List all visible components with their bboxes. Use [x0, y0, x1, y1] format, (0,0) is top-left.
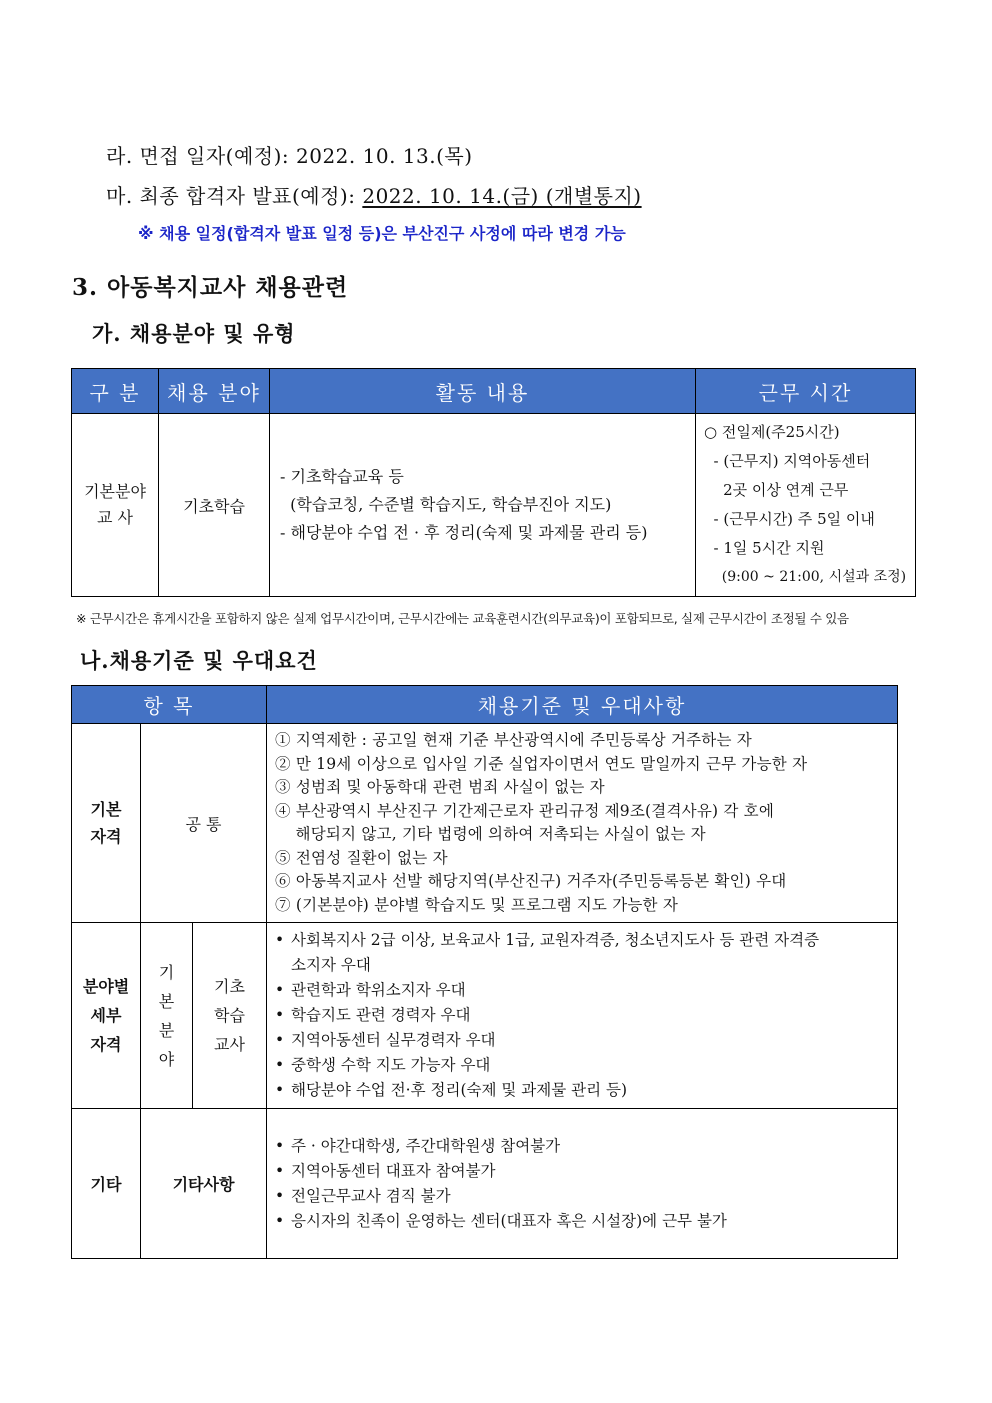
basic-label-cell — [72, 724, 141, 923]
header-item: 항 목 — [72, 686, 267, 724]
other-criteria-cell — [267, 1109, 898, 1259]
subsection-b-title: 나.채용기준 및 우대요건 — [80, 648, 318, 673]
criteria-item: 해당되지 않고, 기타 법령에 의하여 저촉되는 사실이 없는 자 — [275, 825, 706, 843]
basic-label-line: 기본 — [90, 800, 122, 819]
other-criteria-list — [275, 1134, 889, 1234]
common-cell: 공 통 — [141, 724, 267, 923]
teacher-type-line: 학습 — [214, 1006, 245, 1025]
field-label-cell — [72, 923, 141, 1109]
field-criteria-item: • 해당분야 수업 전·후 정리(숙제 및 과제물 관리 등) — [275, 1078, 889, 1103]
division-line: 기본분야 — [84, 482, 146, 501]
hours-line: ○ 전일제(주25시간) — [704, 423, 840, 441]
basic-criteria-list — [275, 729, 889, 917]
other-criteria-item: • 주 · 야간대학생, 주간대학원생 참여불가 — [275, 1134, 889, 1159]
teacher-type-line: 교사 — [214, 1035, 245, 1054]
field-criteria-cell — [267, 923, 898, 1109]
field-criteria-item: • 관련학과 학위소지자 우대 — [275, 978, 889, 1003]
basic-field-char: 본 — [158, 991, 175, 1011]
activities-cell — [270, 414, 696, 597]
hours-line: - 1일 5시간 지원 — [704, 539, 825, 557]
subsection-a-title: 가. 채용분야 및 유형 — [92, 321, 296, 346]
field-label-line: 자격 — [90, 1035, 122, 1054]
final-announcement-date: 2022. 10. 14.(금) (개별통지) — [362, 184, 642, 208]
basic-label-line: 자격 — [90, 827, 122, 846]
division-line: 교 사 — [97, 508, 133, 527]
schedule-change-notice: ※ 채용 일정(합격자 발표 일정 등)은 부산진구 사정에 따라 변경 가능 — [138, 224, 626, 243]
other-sub-cell: 기타사항 — [141, 1109, 267, 1259]
criteria-item: ③ 성범죄 및 아동학대 관련 범죄 사실이 없는 자 — [275, 778, 605, 796]
hours-line: (9:00 ~ 21:00, 시설과 조정) — [704, 569, 907, 585]
other-criteria-item: • 응시자의 친족이 운영하는 센터(대표자 혹은 시설장)에 근무 불가 — [275, 1209, 889, 1234]
working-hours-footnote: ※ 근무시간은 휴게시간을 포함하지 않은 실제 업무시간이며, 근무시간에는 교육훈련시간(의무교육)이 포함되므로, 실제 근무시간이 조정될 수 있음 — [76, 611, 849, 626]
field-criteria-list — [275, 928, 889, 1103]
basic-field-char: 분 — [158, 1020, 175, 1040]
teacher-type-line: 기초 — [214, 977, 245, 996]
criteria-item: ④ 부산광역시 부산진구 기간제근로자 관리규정 제9조(결격사유) 각 호에 — [275, 801, 775, 820]
other-criteria-item: • 지역아동센터 대표자 참여불가 — [275, 1159, 889, 1184]
hours-line: - (근무시간) 주 5일 이내 — [704, 510, 875, 528]
field-criteria-item: 소지자 우대 — [291, 956, 371, 974]
basic-field-char: 야 — [158, 1049, 175, 1069]
other-label-cell: 기타 — [72, 1109, 141, 1259]
field-criteria-item: • 지역아동센터 실무경력자 우대 — [275, 1028, 889, 1053]
field-label-line: 분야별 — [82, 977, 130, 996]
header-division: 구 분 — [72, 369, 159, 414]
basic-field-char: 기 — [158, 962, 175, 982]
field-label-line: 세부 — [90, 1006, 122, 1025]
basic-criteria-cell — [267, 724, 898, 923]
header-activities: 활동 내용 — [270, 369, 696, 414]
criteria-item: ① 지역제한 : 공고일 현재 기준 부산광역시에 주민등록상 거주하는 자 — [275, 731, 752, 749]
criteria-item: ② 만 19세 이상으로 입사일 기준 실업자이면서 연도 말일까지 근무 가능한 자 — [275, 754, 808, 773]
final-announcement-line — [106, 180, 642, 209]
criteria-item: ⑦ (기본분야) 분야별 학습지도 및 프로그램 지도 가능한 자 — [275, 895, 679, 914]
activity-line: - 해당분야 수업 전 · 후 정리(숙제 및 과제물 관리 등) — [280, 523, 648, 542]
activity-line: - 기초학습교육 등 — [280, 467, 404, 486]
field-criteria-item: • 사회복지사 2급 이상, 보육교사 1급, 교원자격증, 청소년지도사 등 관련 자격증 — [275, 928, 889, 953]
hours-cell — [696, 414, 916, 597]
interview-date-line: 라. 면접 일자(예정): 2022. 10. 13.(목) — [106, 144, 473, 168]
recruitment-field-table — [71, 368, 916, 597]
basic-field-cell — [141, 923, 193, 1109]
other-criteria-item: • 전일근무교사 겸직 불가 — [275, 1184, 889, 1209]
field-cell: 기초학습 — [159, 414, 270, 597]
activity-line: (학습코칭, 수준별 학습지도, 학습부진아 지도) — [280, 495, 612, 514]
criteria-table — [71, 685, 898, 1259]
hours-line: 2곳 이상 연계 근무 — [704, 481, 849, 499]
criteria-item: ⑤ 전염성 질환이 없는 자 — [275, 848, 448, 867]
final-announcement-prefix: 마. 최종 합격자 발표(예정): — [106, 184, 363, 208]
criteria-item: ⑥ 아동복지교사 선발 해당지역(부산진구) 거주자(주민등록등본 확인) 우대 — [275, 872, 787, 890]
teacher-type-cell — [193, 923, 267, 1109]
header-criteria: 채용기준 및 우대사항 — [267, 686, 898, 724]
section-title: 3. 아동복지교사 채용관련 — [72, 274, 349, 301]
field-criteria-item: • 학습지도 관련 경력자 우대 — [275, 1003, 889, 1028]
hours-line: - (근무지) 지역아동센터 — [704, 452, 871, 470]
header-hours: 근무 시간 — [696, 369, 916, 414]
division-cell — [72, 414, 159, 597]
field-criteria-item: • 중학생 수학 지도 가능자 우대 — [275, 1053, 889, 1078]
header-field: 채용 분야 — [159, 369, 270, 414]
